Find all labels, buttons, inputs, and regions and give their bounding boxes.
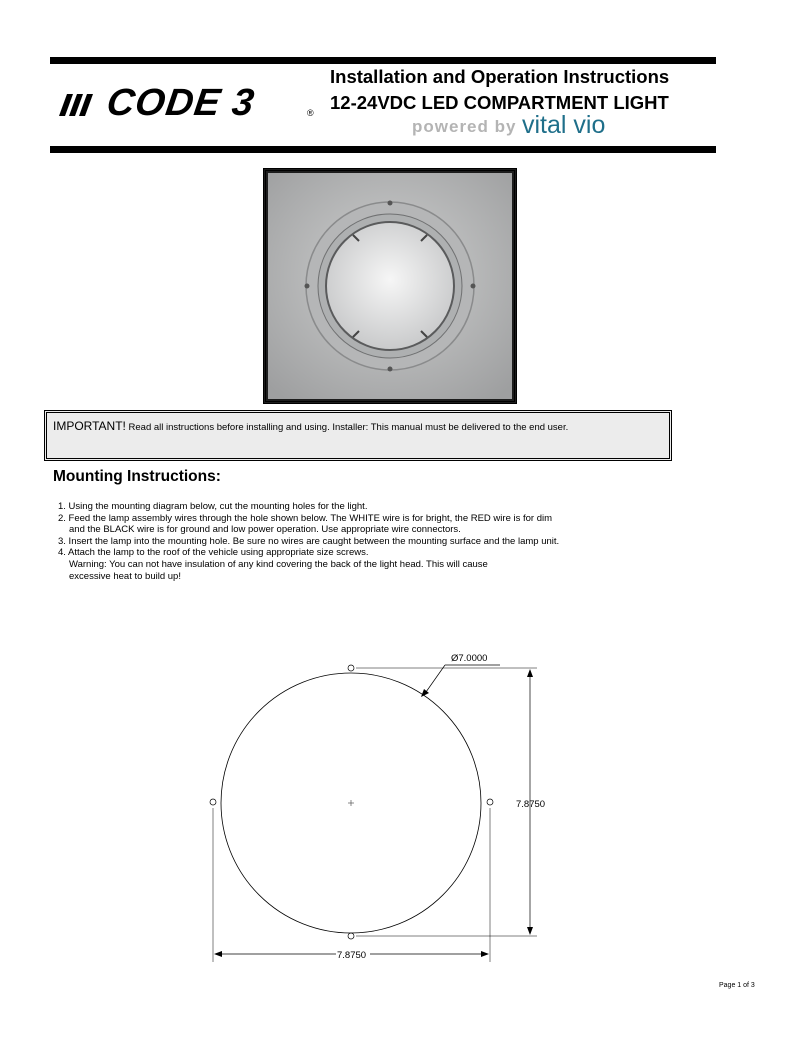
important-notice-text: [53, 419, 653, 435]
diameter-leader: [421, 665, 500, 697]
important-message: Read all instructions before installing and using. Installer: This manual must be delivered to the end user.: [125, 422, 569, 433]
diameter-label: Ø7.0000: [451, 653, 488, 664]
mounting-heading: Mounting Instructions:: [53, 468, 221, 485]
screw-hole-bottom: [348, 933, 354, 939]
code3-logo: [55, 82, 315, 124]
vertical-dimension: [356, 668, 537, 936]
logo-slashes-icon: [55, 82, 107, 124]
instruction-step-4: 4. Attach the lamp to the roof of the vehicle using appropriate size screws.: [58, 547, 369, 559]
instruction-warning: Warning: You can not have insulation of any kind covering the back of the light head. This will cause: [69, 558, 488, 570]
header-top-rule: [50, 57, 716, 64]
vertical-dimension-label: 7.8750: [516, 799, 546, 810]
product-photo-frame: [263, 168, 517, 404]
screw-hole-top: [348, 665, 354, 671]
document-title: Installation and Operation Instructions: [330, 66, 670, 87]
instruction-step-3: 3. Insert the lamp into the mounting hole. Be sure no wires are caught between the mounting surface and the lamp unit.: [58, 535, 560, 547]
center-mark: [348, 800, 354, 806]
vital-vio-logo: vital vio: [522, 111, 606, 139]
important-notice: [44, 410, 672, 461]
important-label: IMPORTANT!: [53, 419, 126, 433]
instruction-step-2: 2. Feed the lamp assembly wires through the hole shown below. The WHITE wire is for bright, the RED wire is for dim: [58, 512, 553, 524]
instruction-warning-continued: excessive heat to build up!: [69, 570, 181, 582]
product-photo: [268, 173, 512, 399]
horizontal-dimension-label: 7.8750: [337, 950, 367, 961]
instruction-step-2-continued: and the BLACK wire is for ground and low power operation. Use appropriate wire connectors.: [69, 524, 461, 536]
product-title: 12-24VDC LED COMPARTMENT LIGHT: [330, 92, 669, 113]
logo-wordmark: CODE 3: [104, 82, 258, 124]
instruction-step-1: 1. Using the mounting diagram below, cut the mounting holes for the light.: [58, 501, 368, 512]
page-number: Page 1 of 3: [719, 982, 755, 989]
mounting-diagram: [200, 640, 560, 970]
powered-by-text: powered by: [412, 117, 517, 136]
mounting-instructions-list: [58, 501, 668, 582]
screw-hole-left: [210, 799, 216, 805]
header-bottom-rule: [50, 146, 716, 153]
logo-registered-mark: ®: [307, 108, 314, 118]
screw-hole-right: [487, 799, 493, 805]
